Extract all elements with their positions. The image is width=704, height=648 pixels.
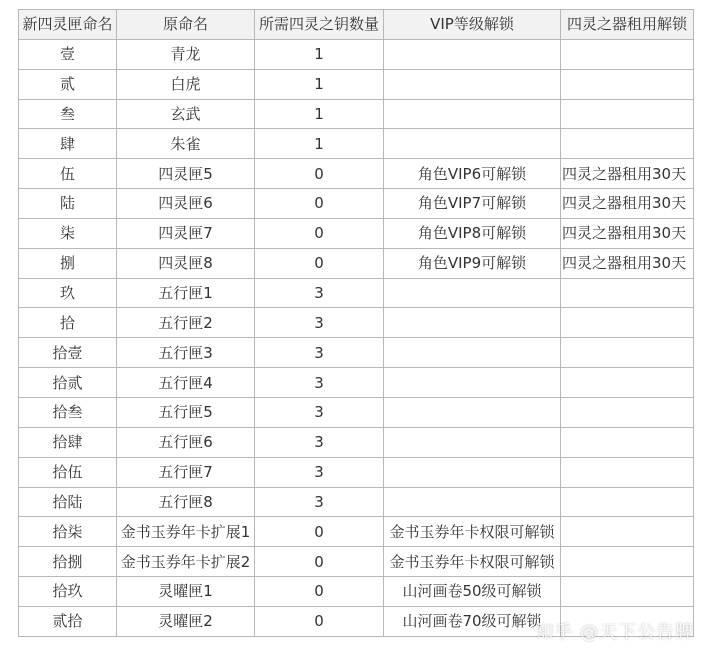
- table-cell: 0: [255, 577, 384, 607]
- table-cell: [384, 69, 561, 99]
- table-cell: 1: [255, 39, 384, 69]
- table-cell: [384, 338, 561, 368]
- table-cell: 拾贰: [19, 368, 117, 398]
- table-cell: 1: [255, 69, 384, 99]
- table-cell: 灵曜匣1: [117, 577, 255, 607]
- table-row: [19, 278, 694, 308]
- column-header: VIP等级解锁: [384, 10, 561, 40]
- table-header-row: [19, 10, 694, 40]
- table-row: [19, 577, 694, 607]
- table-cell: 柒: [19, 218, 117, 248]
- table-cell: 3: [255, 308, 384, 338]
- table-cell: 金书玉券年卡扩展1: [117, 517, 255, 547]
- table-cell: 叁: [19, 99, 117, 129]
- table-cell: 五行匣2: [117, 308, 255, 338]
- table-cell: 四灵匣6: [117, 189, 255, 219]
- table-cell: 五行匣4: [117, 368, 255, 398]
- table-cell: 四灵之器租用30天: [561, 218, 694, 248]
- watermark: 知乎 @天下公告牌: [535, 622, 694, 643]
- column-header: 所需四灵之钥数量: [255, 10, 384, 40]
- column-header: 四灵之器租用解锁: [561, 10, 694, 40]
- table-row: [19, 218, 694, 248]
- table-cell: [561, 69, 694, 99]
- unlock-table: [18, 9, 694, 637]
- table-cell: [561, 577, 694, 607]
- table-cell: 四灵之器租用30天: [561, 189, 694, 219]
- table-cell: [384, 397, 561, 427]
- table-cell: 五行匣3: [117, 338, 255, 368]
- table-cell: 五行匣6: [117, 427, 255, 457]
- table-cell: 拾叁: [19, 397, 117, 427]
- table-row: [19, 338, 694, 368]
- table-row: [19, 159, 694, 189]
- table-cell: 陆: [19, 189, 117, 219]
- table-cell: 0: [255, 606, 384, 636]
- table-cell: 拾柒: [19, 517, 117, 547]
- table-cell: 捌: [19, 248, 117, 278]
- table-row: [19, 368, 694, 398]
- table-cell: 1: [255, 99, 384, 129]
- table-cell: [561, 99, 694, 129]
- table-cell: 五行匣5: [117, 397, 255, 427]
- table-cell: [561, 278, 694, 308]
- table-cell: 贰拾: [19, 606, 117, 636]
- table-cell: [561, 129, 694, 159]
- table-cell: 拾伍: [19, 457, 117, 487]
- table-cell: 四灵之器租用30天: [561, 248, 694, 278]
- table-cell: [561, 487, 694, 517]
- table-row: [19, 427, 694, 457]
- table-cell: 3: [255, 368, 384, 398]
- table-row: [19, 189, 694, 219]
- table-cell: [384, 487, 561, 517]
- table-cell: 金书玉券年卡扩展2: [117, 547, 255, 577]
- table-cell: [384, 39, 561, 69]
- table-cell: 玄武: [117, 99, 255, 129]
- table-cell: 四灵匣8: [117, 248, 255, 278]
- table-cell: 0: [255, 189, 384, 219]
- table-cell: 0: [255, 547, 384, 577]
- table-cell: 金书玉券年卡权限可解锁: [384, 547, 561, 577]
- table-cell: 山河画卷70级可解锁: [384, 606, 561, 636]
- table-cell: 角色VIP6可解锁: [384, 159, 561, 189]
- table-cell: 四灵之器租用30天: [561, 159, 694, 189]
- table-cell: 3: [255, 457, 384, 487]
- table-body: [19, 39, 694, 636]
- table-cell: [384, 368, 561, 398]
- table-row: [19, 487, 694, 517]
- table-cell: 角色VIP7可解锁: [384, 189, 561, 219]
- table-cell: 伍: [19, 159, 117, 189]
- table-cell: 山河画卷50级可解锁: [384, 577, 561, 607]
- table-row: [19, 547, 694, 577]
- table-cell: 拾捌: [19, 547, 117, 577]
- table-cell: 灵曜匣2: [117, 606, 255, 636]
- table-cell: 五行匣1: [117, 278, 255, 308]
- table-cell: [561, 427, 694, 457]
- table-cell: [384, 99, 561, 129]
- table-row: [19, 129, 694, 159]
- table-cell: 0: [255, 218, 384, 248]
- table-row: [19, 69, 694, 99]
- table-cell: 拾壹: [19, 338, 117, 368]
- table-cell: 五行匣7: [117, 457, 255, 487]
- column-header: 原命名: [117, 10, 255, 40]
- table-cell: [561, 308, 694, 338]
- table-cell: 白虎: [117, 69, 255, 99]
- table-cell: 拾: [19, 308, 117, 338]
- table-row: [19, 248, 694, 278]
- table-cell: 青龙: [117, 39, 255, 69]
- table-cell: 金书玉券年卡权限可解锁: [384, 517, 561, 547]
- table-cell: 朱雀: [117, 129, 255, 159]
- table-row: [19, 517, 694, 547]
- table-row: [19, 457, 694, 487]
- table-cell: 0: [255, 159, 384, 189]
- table-row: [19, 308, 694, 338]
- table-cell: [561, 397, 694, 427]
- table-cell: 玖: [19, 278, 117, 308]
- table-cell: [561, 368, 694, 398]
- table-cell: 肆: [19, 129, 117, 159]
- table-cell: 拾陆: [19, 487, 117, 517]
- table-cell: 1: [255, 129, 384, 159]
- table-cell: [561, 547, 694, 577]
- table-cell: 角色VIP9可解锁: [384, 248, 561, 278]
- table-cell: 0: [255, 517, 384, 547]
- unlock-table-container: [18, 9, 694, 637]
- table-cell: [384, 129, 561, 159]
- table-cell: 3: [255, 487, 384, 517]
- table-cell: [561, 338, 694, 368]
- table-cell: 3: [255, 397, 384, 427]
- table-cell: 五行匣8: [117, 487, 255, 517]
- table-cell: 贰: [19, 69, 117, 99]
- table-cell: 拾玖: [19, 577, 117, 607]
- table-cell: 3: [255, 278, 384, 308]
- table-cell: 四灵匣5: [117, 159, 255, 189]
- table-cell: [384, 427, 561, 457]
- table-cell: [561, 39, 694, 69]
- table-cell: 3: [255, 338, 384, 368]
- table-row: [19, 397, 694, 427]
- table-cell: 壹: [19, 39, 117, 69]
- table-cell: [384, 457, 561, 487]
- table-cell: [561, 457, 694, 487]
- table-cell: [384, 278, 561, 308]
- table-row: [19, 39, 694, 69]
- table-cell: 四灵匣7: [117, 218, 255, 248]
- table-cell: [561, 517, 694, 547]
- table-cell: 角色VIP8可解锁: [384, 218, 561, 248]
- table-cell: 拾肆: [19, 427, 117, 457]
- column-header: 新四灵匣命名: [19, 10, 117, 40]
- table-row: [19, 99, 694, 129]
- table-cell: 3: [255, 427, 384, 457]
- table-cell: 0: [255, 248, 384, 278]
- table-cell: [384, 308, 561, 338]
